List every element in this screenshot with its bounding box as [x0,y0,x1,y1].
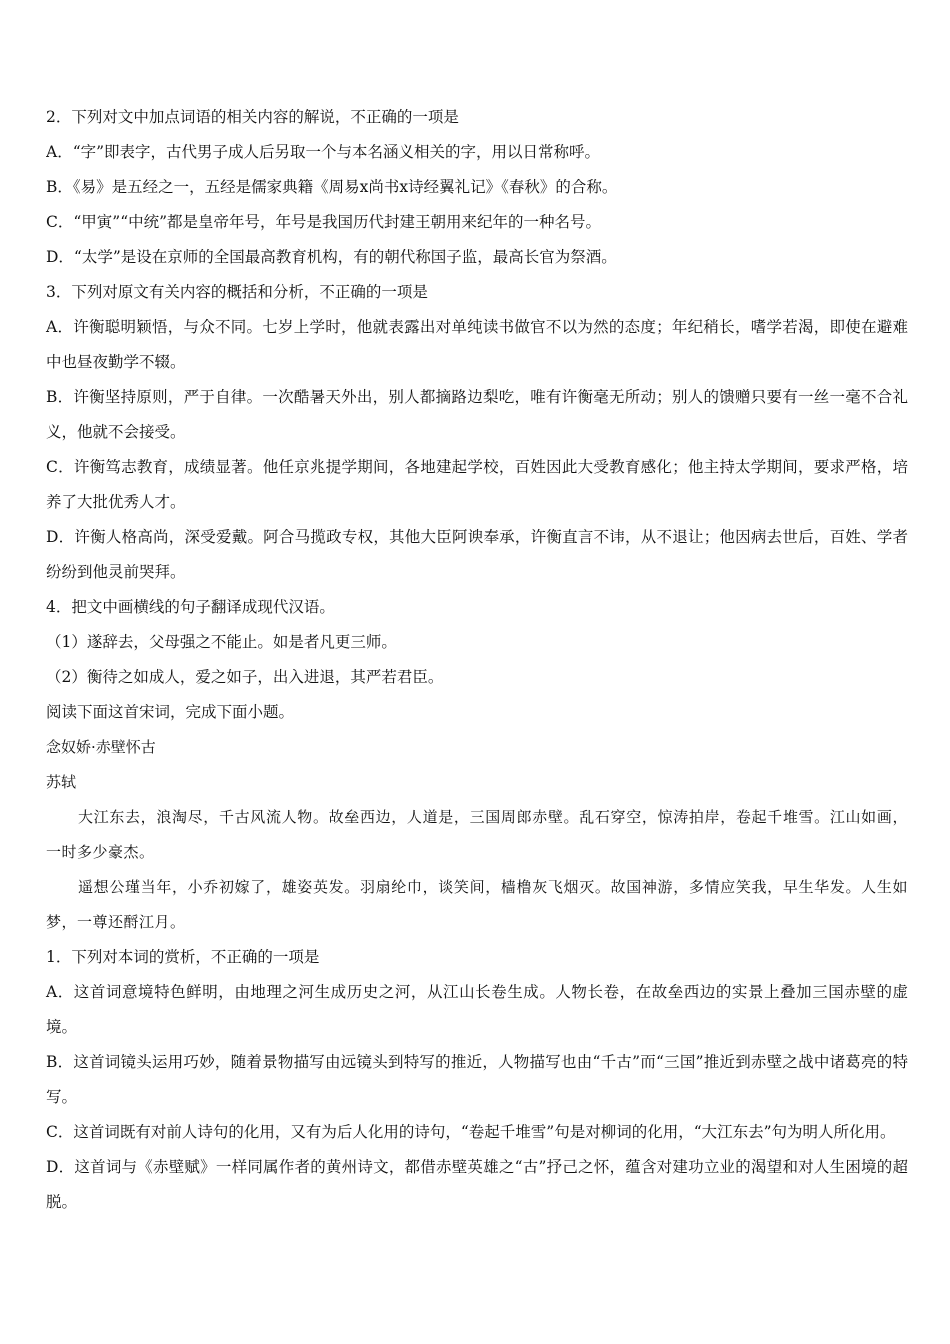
q4-stem: 4．把文中画横线的句子翻译成现代汉语。 [46,598,335,616]
q3-option-b: B．许衡坚持原则，严于自律。一次酷暑天外出，别人都摘路边梨吃，唯有许衡毫无所动；别人的馈赠只要有一丝一毫不合礼义，他就不会接受。 [46,388,908,441]
q2-stem: 2．下列对文中加点词语的相关内容的解说，不正确的一项是 [46,108,459,126]
q2-option-c: C．“甲寅”“中统”都是皇帝年号，年号是我国历代封建王朝用来纪年的一种名号。 [46,213,602,231]
q2-option-d: D．“太学”是设在京师的全国最高教育机构，有的朝代称国子监，最高长官为祭酒。 [46,248,617,266]
q2-option-a: A．“字”即表字，古代男子成人后另取一个与本名涵义相关的字，用以日常称呼。 [46,143,601,161]
poem-stanza-2: 遥想公瑾当年，小乔初嫁了，雄姿英发。羽扇纶巾，谈笑间，樯橹灰飞烟灭。故国神游，多情应笑我，早生华发。人生如梦，一尊还酹江月。 [46,878,908,931]
poem-author: 苏轼 [46,773,77,791]
p1-option-d: D．这首词与《赤壁赋》一样同属作者的黄州诗文，都借赤壁英雄之“古”抒己之怀，蕴含对建功立业的渴望和对人生困境的超脱。 [46,1158,908,1211]
q2-option-b: B．《易》是五经之一，五经是儒家典籍《周易ⅹ尚书ⅹ诗经翼礼记》《春秋》的合称。 [46,178,618,196]
q3-option-a: A．许衡聪明颖悟，与众不同。七岁上学时，他就表露出对单纯读书做官不以为然的态度；年纪稍长，嗜学若渴，即使在避难中也昼夜勤学不辍。 [46,318,908,371]
p1-option-b: B．这首词镜头运用巧妙，随着景物描写由远镜头到特写的推近，人物描写也由“千古”而“三国”推近到赤壁之战中诸葛亮的特写。 [46,1053,908,1106]
document-page [46,100,908,1220]
p1-option-a: A．这首词意境特色鲜明，由地理之河生成历史之河，从江山长卷生成。人物长卷，在故垒西边的实景上叠加三国赤壁的虚境。 [46,983,908,1036]
poem-stanza-1: 大江东去，浪淘尽，千古风流人物。故垒西边，人道是，三国周郎赤壁。乱石穿空，惊涛拍岸，卷起千堆雪。江山如画，一时多少豪杰。 [46,808,908,861]
poem-title: 念奴娇·赤壁怀古 [46,738,156,756]
q3-stem: 3．下列对原文有关内容的概括和分析，不正确的一项是 [46,283,428,301]
q4-item-2: （2）衡待之如成人，爱之如子，出入进退，其严若君臣。 [46,668,444,686]
p1-stem: 1．下列对本词的赏析，不正确的一项是 [46,948,320,966]
p1-option-c: C．这首词既有对前人诗句的化用，又有为后人化用的诗句，“卷起千堆雪”句是对柳词的化用，“大江东去”句为明人所化用。 [46,1123,896,1141]
reading-intro: 阅读下面这首宋词，完成下面小题。 [46,703,295,721]
q4-item-1: （1）遂辞去，父母强之不能止。如是者凡更三师。 [46,633,397,651]
q3-option-c: C．许衡笃志教育，成绩显著。他任京兆提学期间，各地建起学校，百姓因此大受教育感化；他主持太学期间，要求严格，培养了大批优秀人才。 [46,458,908,511]
q3-option-d: D．许衡人格高尚，深受爱戴。阿合马揽政专权，其他大臣阿谀奉承，许衡直言不讳，从不退让；他因病去世后，百姓、学者纷纷到他灵前哭拜。 [46,528,908,581]
